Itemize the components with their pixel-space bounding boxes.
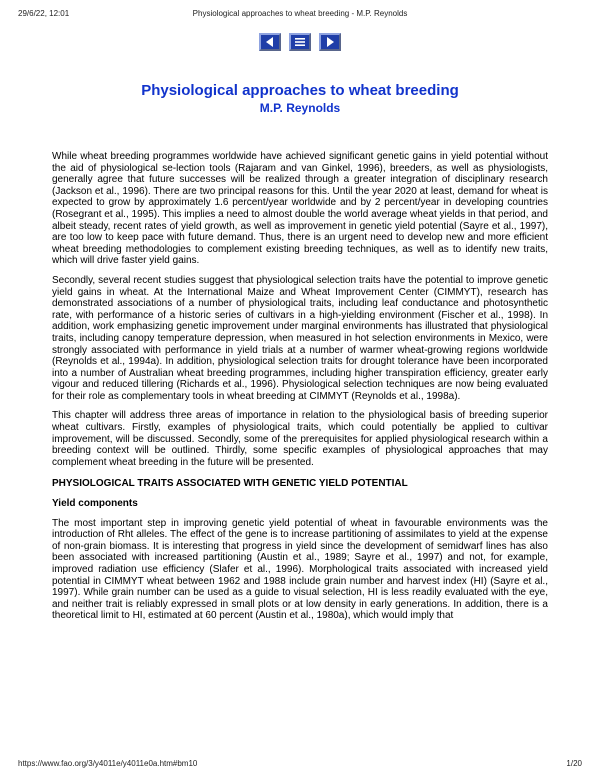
page-number: 1/20	[566, 759, 582, 768]
next-button[interactable]	[319, 33, 341, 51]
paragraph: While wheat breeding programmes worldwide have achieved significant genetic gains in yield potential without the aid of physiological se-lection tools (Rajaram and van Ginkel, 1996), breeders, as well as physiologists, generally agree that future successes will be realized through a greater integration of disciplinary research (Jackson et al., 1996). There are two principal reasons for this. Until the year 2020 at least, demand for wheat is expected to grow by approximately 1.6 percent/year worldwide and by 2 percent/year in developing countries (Rosegrant et al., 1995). This implies a need to almost double the world average wheat yields in that period, and albeit steady, recent rates of yield growth, as well as improvement in genetic yield potential (Sayre et al., 1997), are too low to keep pace with future demand. Thus, there is an urgent need to develop new and more efficient wheat breeding methodologies to complement existing breeding techniques, as well as to identify new traits, which will drive faster yield gains.	[52, 151, 548, 267]
nav-bar	[0, 33, 600, 51]
paragraph: Secondly, several recent studies suggest that physiological selection traits have the potential to improve genetic yield gains in wheat. At the International Maize and Wheat Improvement Center (CIMMYT), research has demonstrated associations of a number of physiological traits, including leaf conductance and photosynthetic rate, with performance of a historic series of cultivars in a high-yielding environment (Fischer et al., 1998). In addition, work emphasizing genetic improvement under marginal environments has illustrated that physiological traits, including canopy temperature depression, when measured in hot selection environments in Mexico, were strongly associated with performance in yield trials at a number of warmer wheat-growing regions worldwide (Reynolds et al., 1994a). In addition, physiological selection traits for drought tolerance have been incorporated into a number of Australian wheat breeding programmes, including higher transpiration efficiency, greater early vigour and reduced tillering (Richards et al., 1996). Physiological selection techniques are now being evaluated for their role as complementary tools in wheat breeding at CIMMYT (Reynolds et al., 1998a).	[52, 274, 548, 402]
next-arrow-icon	[324, 36, 336, 48]
print-header	[18, 9, 582, 21]
subsection-heading: Yield components	[52, 498, 138, 510]
article-author: M.P. Reynolds	[259, 101, 341, 115]
table-of-contents-icon	[294, 36, 306, 48]
print-footer	[18, 759, 582, 771]
prev-arrow-icon	[264, 36, 276, 48]
prev-button[interactable]	[259, 33, 281, 51]
page-url: https://www.fao.org/3/y4011e/y4011e0a.htm#bm10	[18, 759, 198, 768]
paragraph: The most important step in improving genetic yield potential of wheat in favourable environments was the introduction of Rht alleles. The effect of the gene is to increase partitioning of assimilates to yield at the expense of non-grain biomass. It is interesting that progress in yield since the development of semidwarf lines has also been associated with increased partitioning (Austin et al., 1989; Sayre et al., 1997) and not, for example, improved radiation use efficiency (Slafer et al., 1996). Morphological traits associated with increased yield potential in CIMMYT wheat between 1962 and 1988 include grain number and harvest index (HI) (Sayre et al., 1997). While grain number can be used as a guide to visual selection, HI is less readily evaluated with the eye, and neither trait is reliably expressed in small plots or at low density in early generations. In addition, there is a theoretical limit to HI, estimated at 60 percent (Austin et al., 1980a), which would imply that	[52, 517, 548, 622]
print-datetime: 29/6/22, 12:01	[18, 9, 70, 18]
print-doc-title: Physiological approaches to wheat breeding - M.P. Reynolds	[192, 9, 408, 18]
article-body	[52, 151, 548, 630]
section-heading: PHYSIOLOGICAL TRAITS ASSOCIATED WITH GENETIC YIELD POTENTIAL	[52, 478, 408, 490]
article-title: Physiological approaches to wheat breeding	[141, 82, 459, 99]
paragraph: This chapter will address three areas of importance in relation to the physiological basis of breeding superior wheat cultivars. Firstly, examples of physiological traits, which could potentially be applied to cultivar improvement, will be discussed. Secondly, some of the prerequisites for applied physiological research within a breeding context will be outlined. Thirdly, some specific examples of physiological approaches that may complement wheat breeding in the future will be presented.	[52, 410, 548, 468]
toc-button[interactable]	[289, 33, 311, 51]
